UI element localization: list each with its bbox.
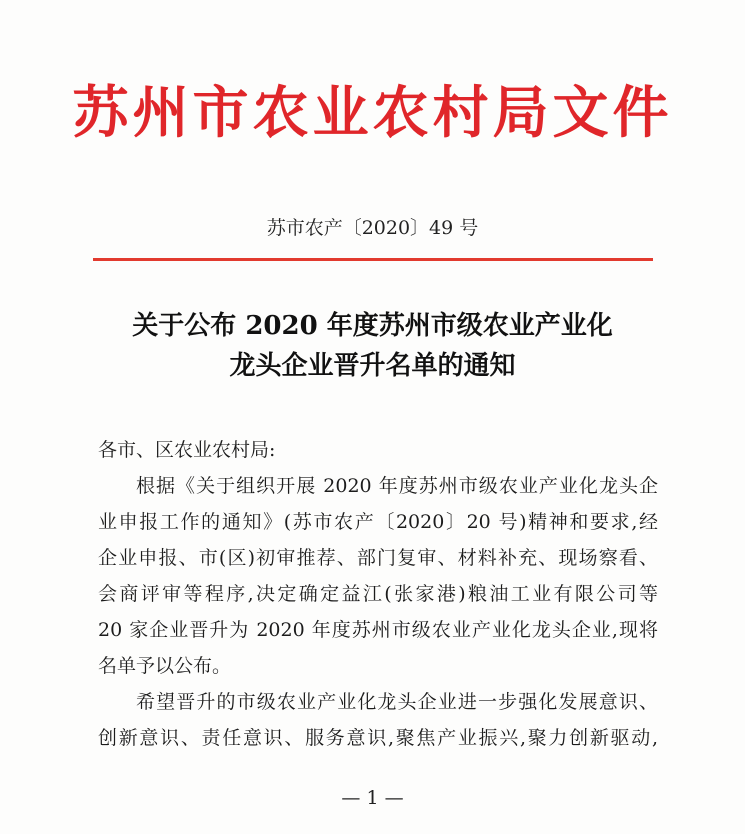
document-title-line-1: 关于公布 2020 年度苏州市级农业产业化 <box>132 311 613 341</box>
paragraph-line: 根据《关于组织开展 2020 年度苏州市级农业产业化龙头企 <box>136 475 658 497</box>
paragraph-2 <box>98 684 658 756</box>
document-body <box>98 432 658 756</box>
red-divider-rule <box>93 258 653 261</box>
paragraph-line: 企业申报、市(区)初审推荐、部门复审、材料补充、现场察看、 <box>98 547 658 569</box>
issuer-header-title: 苏州市农业农村局文件 <box>72 80 673 146</box>
document-title-line-2: 龙头企业晋升名单的通知 <box>229 351 516 381</box>
paragraph-line: 会商评审等程序,决定确定益江(张家港)粮油工业有限公司等 <box>98 583 658 605</box>
document-title <box>0 306 745 386</box>
paragraph-line: 20 家企业晋升为 2020 年度苏州市级农业产业化龙头企业,现将 <box>98 619 658 641</box>
paragraph-line: 创新意识、责任意识、服务意识,聚焦产业振兴,聚力创新驱动, <box>98 727 658 749</box>
document-number: 苏市农产〔2020〕49 号 <box>266 217 479 239</box>
salutation: 各市、区农业农村局: <box>98 439 276 461</box>
paragraph-line: 希望晋升的市级农业产业化龙头企业进一步强化发展意识、 <box>136 691 658 713</box>
paragraph-1 <box>98 468 658 684</box>
page-number: — 1 — <box>341 787 404 809</box>
paragraph-line: 业申报工作的通知》(苏市农产〔2020〕20 号)精神和要求,经 <box>98 511 658 533</box>
paragraph-line: 名单予以公布。 <box>98 655 232 677</box>
